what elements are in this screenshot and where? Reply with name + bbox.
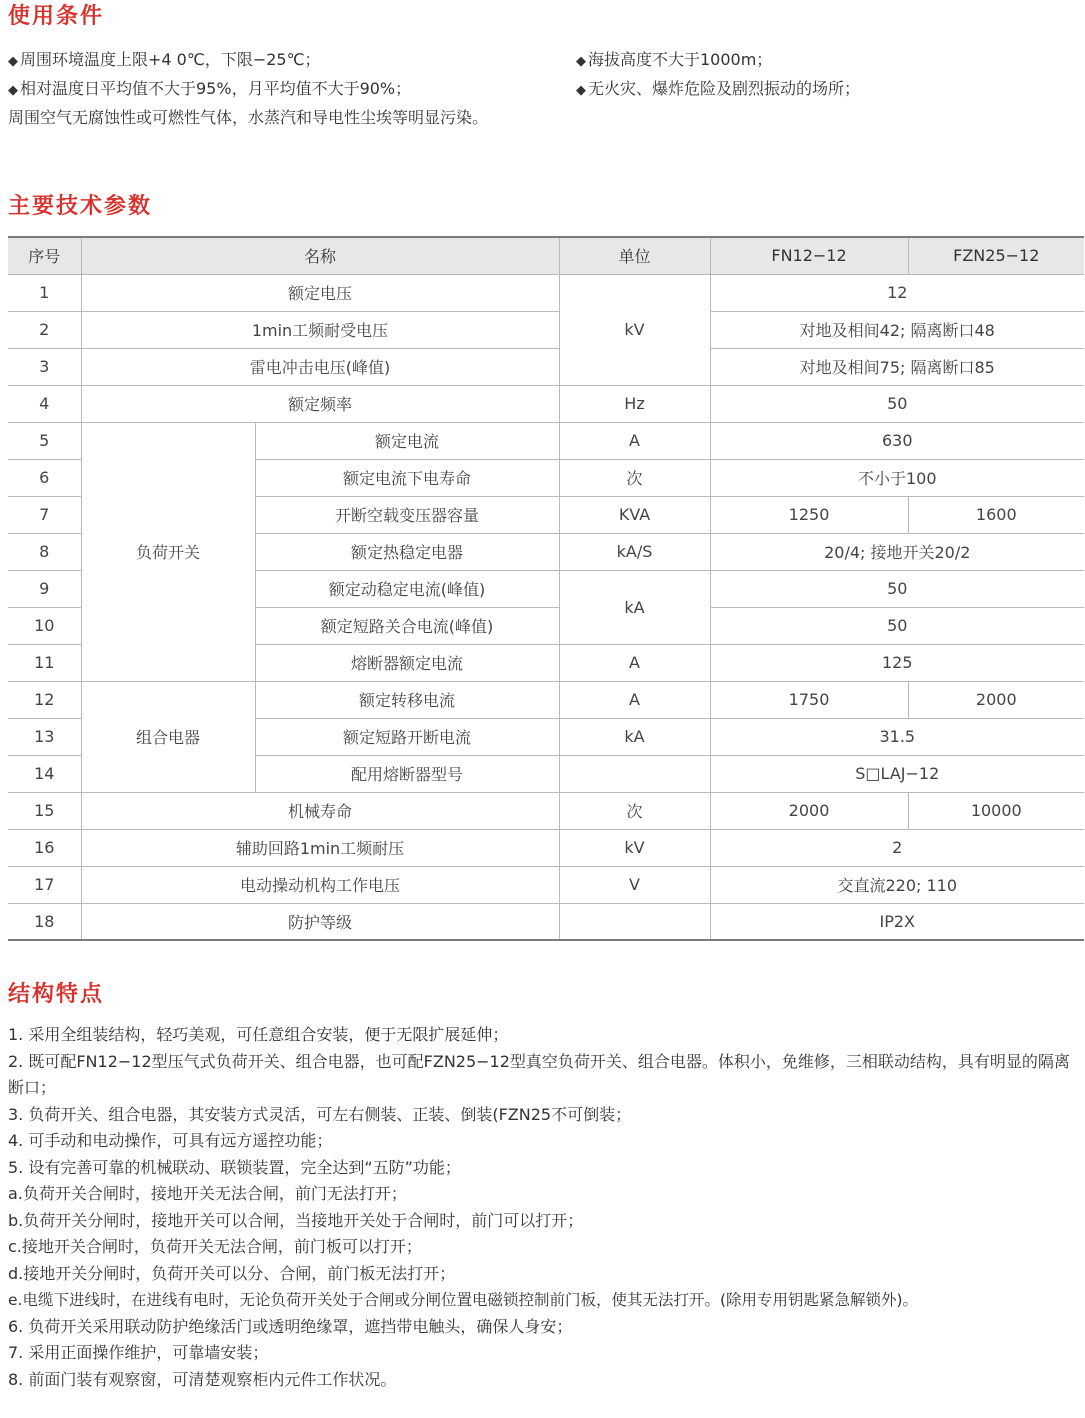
diamond-bullet-icon: ◆ [576,54,586,69]
row-name: 额定电压 [81,274,559,311]
row-name: 配用熔断器型号 [255,755,559,792]
row-value-fn12: 1250 [710,496,908,533]
header-fn12: FN12−12 [710,237,908,274]
feature-item: 8. 前面门装有观察窗，可清楚观察柜内元件工作状况。 [8,1369,397,1389]
feature-item: e.电缆下进线时，在进线有电时，无论负荷开关处于合闸或分闸位置电磁锁控制前门板，使其无法打开。(除用专用钥匙紧急解锁外)。 [8,1291,919,1309]
row-value: 50 [710,570,1084,607]
row-unit: 次 [559,792,710,829]
table-row [8,829,1084,866]
header-index: 序号 [8,237,81,274]
table-row [8,866,1084,903]
row-value: 12 [710,274,1084,311]
row-unit [559,903,710,940]
row-index: 18 [8,903,81,940]
table-row [8,792,1084,829]
feature-item: 3. 负荷开关、组合电器，其安装方式灵活，可左右侧装、正装、倒装(FZN25不可倒装； [8,1104,632,1124]
row-value: 20/4; 接地开关20/2 [710,533,1084,570]
row-name: 机械寿命 [81,792,559,829]
row-value: 不小于100 [710,459,1084,496]
feature-item: 5. 设有完善可靠的机械联动、联锁装置，完全达到“五防”功能； [8,1157,461,1177]
row-index: 4 [8,385,81,422]
table-header-row [8,237,1084,274]
row-index: 15 [8,792,81,829]
row-name: 额定短路开断电流 [255,718,559,755]
row-value-fzn25: 2000 [908,681,1084,718]
row-unit: A [559,681,710,718]
row-name: 电动操动机构工作电压 [81,866,559,903]
params-title: 主要技术参数 [8,194,153,219]
row-name: 额定频率 [81,385,559,422]
feature-item: d.接地开关分闸时，负荷开关可以分、合闸，前门板无法打开； [8,1263,456,1283]
row-name: 熔断器额定电流 [255,644,559,681]
feature-item: 4. 可手动和电动操作，可具有远方遥控功能； [8,1131,333,1150]
row-value: 50 [710,607,1084,644]
row-name: 额定热稳定电器 [255,533,559,570]
row-value: 31.5 [710,718,1084,755]
usage-note: 周围空气无腐蚀性或可燃性气体，水蒸汽和导电性尘埃等明显污染。 [8,108,489,127]
row-unit: V [559,866,710,903]
params-table [8,236,1084,941]
feature-item: 6. 负荷开关采用联动防护绝缘活门或透明绝缘罩，遮挡带电触头，确保人身安； [8,1316,573,1336]
usage-title: 使用条件 [8,4,105,29]
row-value: 2 [710,829,1084,866]
feature-item: 2. 既可配FN12−12型压气式负荷开关、组合电器，也可配FZN25−12型真空负荷开关、组合电器。体积小，免维修，三相联动结构，具有明显的隔离断口； [8,1051,1070,1097]
row-unit: A [559,644,710,681]
row-value-fzn25: 10000 [908,792,1084,829]
row-name: 防护等级 [81,903,559,940]
row-index: 6 [8,459,81,496]
row-unit: kV [559,829,710,866]
row-value: 交直流220; 110 [710,866,1084,903]
feature-item: c.接地开关合闸时，负荷开关无法合闸，前门板可以打开； [8,1237,422,1256]
row-index: 16 [8,829,81,866]
table-row [8,385,1084,422]
usage-item: ◆ 无火灾、爆炸危险及剧烈振动的场所； [576,79,861,98]
row-index: 5 [8,422,81,459]
group-load-switch: 负荷开关 [81,422,255,681]
row-unit: kV [559,274,710,385]
diamond-bullet-icon: ◆ [8,83,18,98]
feature-item: a.负荷开关合闸时，接地开关无法合闸，前门无法打开； [8,1184,407,1203]
row-unit: kA/S [559,533,710,570]
row-unit: 次 [559,459,710,496]
row-name: 额定电流下电寿命 [255,459,559,496]
row-index: 3 [8,348,81,385]
row-value: 630 [710,422,1084,459]
row-value: 对地及相间75; 隔离断口85 [710,348,1084,385]
row-name: 雷电冲击电压(峰值) [81,348,559,385]
row-value-fn12: 2000 [710,792,908,829]
row-value-fn12: 1750 [710,681,908,718]
row-index: 7 [8,496,81,533]
row-index: 14 [8,755,81,792]
row-name: 额定短路关合电流(峰值) [255,607,559,644]
row-name: 辅助回路1min工频耐压 [81,829,559,866]
row-index: 8 [8,533,81,570]
row-value: 50 [710,385,1084,422]
row-unit: kA [559,718,710,755]
header-name: 名称 [81,237,559,274]
row-index: 13 [8,718,81,755]
row-index: 12 [8,681,81,718]
table-row [8,681,1084,718]
row-name: 1min工频耐受电压 [81,311,559,348]
row-value: IP2X [710,903,1084,940]
diamond-bullet-icon: ◆ [576,83,586,98]
feature-item: b.负荷开关分闸时，接地开关可以合闸，当接地开关处于合闸时，前门可以打开； [8,1210,584,1230]
table-row [8,422,1084,459]
header-unit: 单位 [559,237,710,274]
row-name: 额定动稳定电流(峰值) [255,570,559,607]
row-index: 10 [8,607,81,644]
row-index: 9 [8,570,81,607]
group-combo: 组合电器 [81,681,255,792]
row-index: 11 [8,644,81,681]
row-unit: Hz [559,385,710,422]
table-row [8,348,1084,385]
usage-item: ◆ 海拔高度不大于1000m； [576,50,773,69]
row-value-fzn25: 1600 [908,496,1084,533]
row-name: 开断空载变压器容量 [255,496,559,533]
features-list [8,1022,1080,1393]
row-value: S□LAJ−12 [710,755,1084,792]
row-unit: kA [559,570,710,644]
table-row [8,311,1084,348]
table-row [8,903,1084,940]
row-value: 对地及相间42; 隔离断口48 [710,311,1084,348]
row-unit: KVA [559,496,710,533]
row-unit: A [559,422,710,459]
row-value: 125 [710,644,1084,681]
row-name: 额定转移电流 [255,681,559,718]
diamond-bullet-icon: ◆ [8,54,18,69]
row-index: 17 [8,866,81,903]
row-name: 额定电流 [255,422,559,459]
row-index: 1 [8,274,81,311]
row-unit [559,755,710,792]
feature-item: 7. 采用正面操作维护，可靠墙安装； [8,1343,269,1362]
features-title: 结构特点 [8,982,105,1007]
usage-item: ◆ 周围环境温度上限+4 0℃，下限−25℃； [8,50,321,69]
table-row [8,274,1084,311]
feature-item: 1. 采用全组装结构，轻巧美观，可任意组合安装，便于无限扩展延伸； [8,1025,509,1044]
usage-item: ◆ 相对温度日平均值不大于95%，月平均值不大于90%； [8,79,412,98]
header-fzn25: FZN25−12 [908,237,1084,274]
row-index: 2 [8,311,81,348]
